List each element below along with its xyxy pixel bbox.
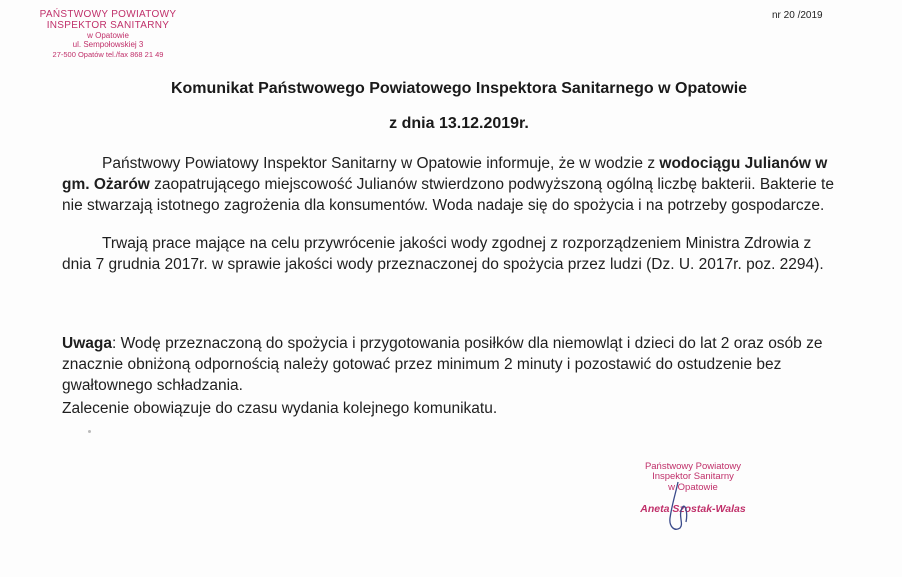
signature-stamp-line-2: Inspektor Sanitarny <box>652 471 734 483</box>
document-title: Komunikat Państwowego Powiatowego Inspektora Sanitarnego w Opatowie <box>170 80 748 97</box>
paragraph-1 <box>62 153 834 216</box>
paragraph-1-text-b: zaopatrującego miejscowość Julianów stwierdzono podwyższoną ogólną liczbę bakterii. Bakterie te nie stwarzają istotnego zagrożenia dla konsumentów. Woda nadaje się do spożycia i na potrzeby gospodarcze. <box>62 176 834 214</box>
stamp-line-5: 27-500 Opatów tel./fax 868 21 49 <box>52 49 164 59</box>
stamp-line-1: PAŃSTWOWY POWIATOWY <box>39 9 177 20</box>
stamp-line-4: ul. Sempołowskiej 3 <box>72 40 144 50</box>
paragraph-2: Trwają prace mające na celu przywrócenie jakości wody zgodnej z rozporządzeniem Ministra Zdrowia z dnia 7 grudnia 2017r. w sprawie jakości wody przeznaczonej do spożycia przez ludzi (Dz. U. 2017r. poz. 2294). <box>62 235 824 273</box>
paragraph-1-bold: wodociągu Julianów w gm. Ożarów <box>62 155 828 193</box>
stamp-line-2: INSPEKTOR SANITARNY <box>46 19 170 31</box>
stamp-line-3: w Opatowie <box>87 31 129 40</box>
paragraph-validity: Zalecenie obowiązuje do czasu wydania kolejnego komunikatu. <box>62 400 498 417</box>
paragraph-1-text-a: Państwowy Powiatowy Inspektor Sanitarny w Opatowie informuje, że w wodzie z <box>102 155 660 172</box>
signatory-name: Aneta Szostak-Walas <box>640 503 746 516</box>
document-date: z dnia 13.12.2019r. <box>389 115 529 132</box>
warning-label: Uwaga <box>62 335 112 352</box>
warning-text: : Wodę przeznaczoną do spożycia i przygotowania posiłków dla niemowląt i dzieci do lat 2 oraz osób ze znacznie obniżoną odpornością należy gotować przez minimum 2 minuty i pozostawić do ostudzenie bez gwałtownego schładzania. <box>62 335 823 394</box>
paragraph-warning <box>62 333 834 396</box>
scan-speck <box>88 430 91 433</box>
handwritten-signature <box>658 478 698 538</box>
signature-stamp-line-3: w Opatowie <box>668 481 718 493</box>
document-number: nr 20 /2019 <box>772 10 823 21</box>
institution-stamp <box>28 10 188 59</box>
signature-stamp-line-1: Państwowy Powiatowy <box>644 461 742 472</box>
